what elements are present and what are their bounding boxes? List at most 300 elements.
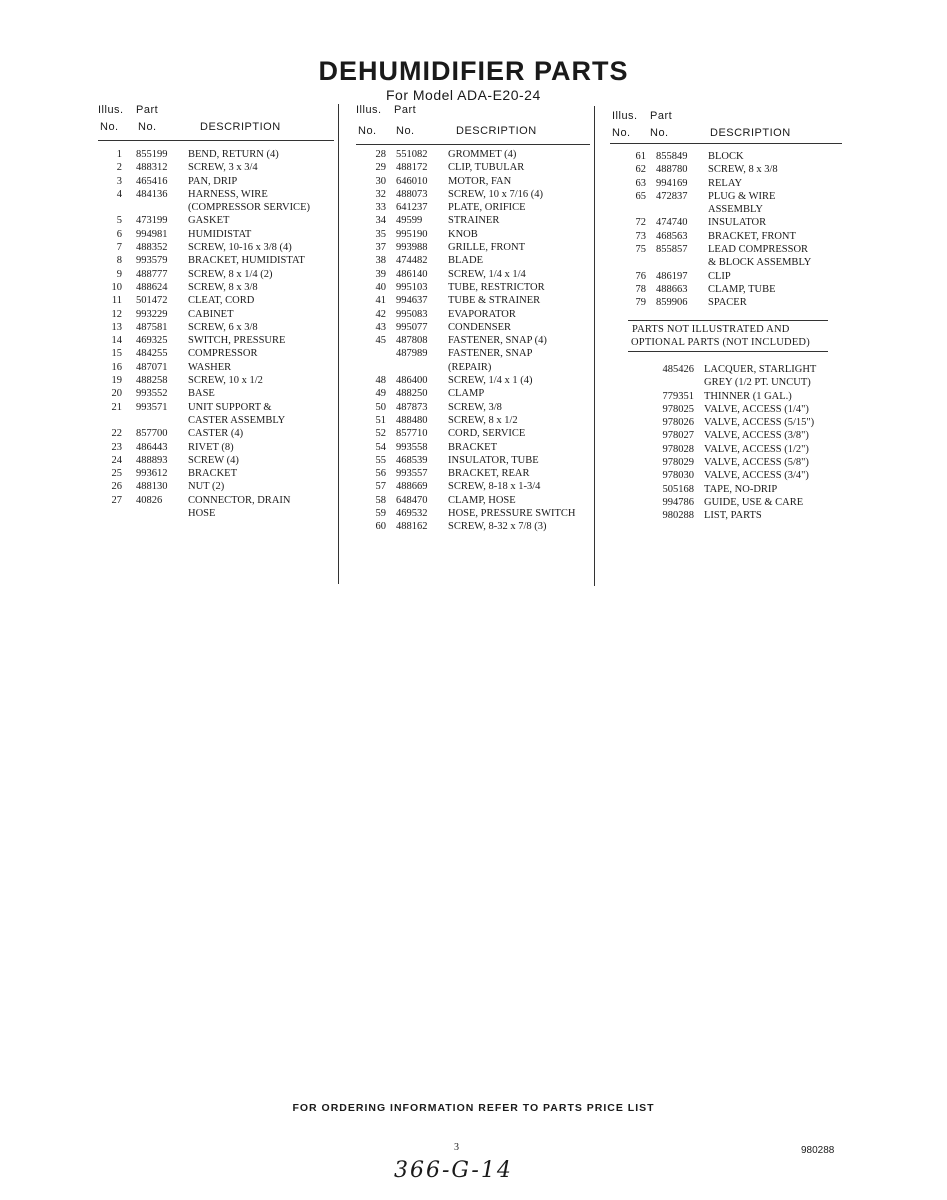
part-number: 49599: [396, 215, 423, 227]
part-number: 978029: [662, 457, 694, 469]
illus-number: 23: [111, 441, 122, 453]
part-description: (REPAIR): [448, 361, 492, 373]
table-row: [356, 454, 592, 467]
illus-number: 61: [635, 151, 646, 162]
part-description: SCREW, 3 x 3/4: [188, 162, 258, 174]
illus-number: 72: [635, 217, 646, 229]
illus-number: 26: [111, 481, 122, 493]
illus-number: 8: [116, 255, 122, 267]
table-row: [98, 201, 336, 214]
table-row: [610, 216, 842, 229]
illus-number: 13: [111, 321, 122, 333]
header-no: No.: [100, 121, 119, 133]
table-row: [356, 374, 592, 387]
table-row: [356, 520, 592, 533]
part-number: 993557: [396, 468, 428, 480]
illus-number: 48: [375, 375, 386, 387]
part-description: SCREW, 8 x 1/4 (2): [188, 268, 273, 280]
part-number: 486197: [656, 270, 688, 282]
part-number: 859906: [656, 297, 688, 309]
part-number: 641237: [396, 202, 428, 214]
part-number: 855199: [136, 149, 168, 160]
illus-number: 29: [375, 162, 386, 174]
part-number: 978027: [662, 430, 694, 442]
part-number: 488624: [136, 281, 168, 293]
part-description: SCREW, 10 x 1/2: [188, 375, 263, 387]
part-description: SCREW, 1/4 x 1 (4): [448, 375, 533, 387]
part-number: 487873: [396, 401, 428, 413]
illus-number: 2: [116, 162, 122, 174]
table-row: [356, 347, 592, 360]
part-description: SCREW, 10 x 7/16 (4): [448, 188, 543, 200]
table-row: [356, 467, 592, 480]
table-row: [630, 416, 840, 429]
part-number: 993552: [136, 388, 168, 400]
illus-number: 59: [375, 508, 386, 520]
illus-number: 1: [116, 149, 122, 160]
table-row: [356, 214, 592, 227]
part-description: VALVE, ACCESS (5/8"): [704, 457, 809, 469]
table-row: [630, 496, 840, 509]
table-row: [98, 347, 336, 360]
illus-number: 60: [375, 521, 386, 533]
illus-number: 73: [635, 230, 646, 242]
part-number: 474482: [396, 255, 428, 267]
part-number: 994786: [662, 496, 694, 508]
part-number: 488162: [396, 521, 428, 533]
part-description: HOSE, PRESSURE SWITCH: [448, 508, 576, 520]
part-number: 857710: [396, 428, 428, 440]
illus-number: 56: [375, 468, 386, 480]
table-row: [356, 241, 592, 254]
table-row: [98, 480, 336, 493]
illus-number: 30: [375, 175, 386, 187]
table-row: [356, 387, 592, 400]
part-description: VALVE, ACCESS (3/4"): [704, 470, 809, 482]
header-rule: [356, 144, 590, 145]
illus-number: 35: [375, 228, 386, 240]
part-description: CLAMP, HOSE: [448, 494, 516, 506]
table-row: [98, 148, 336, 161]
part-description: CABINET: [188, 308, 234, 320]
part-number: 486140: [396, 268, 428, 280]
part-description: CASTER (4): [188, 428, 244, 440]
part-number: 484136: [136, 188, 168, 200]
illus-number: 65: [635, 190, 646, 202]
table-row: [630, 429, 840, 442]
illus-number: 49: [375, 388, 386, 400]
part-number: 484255: [136, 348, 168, 360]
part-number: 488258: [136, 375, 168, 387]
part-description: BRACKET: [448, 441, 498, 453]
illus-number: 25: [111, 468, 122, 480]
part-number: 488312: [136, 162, 168, 174]
illus-number: 75: [635, 244, 646, 256]
column-header: [610, 110, 842, 146]
part-number: 468563: [656, 230, 688, 242]
part-number: 488073: [396, 188, 428, 200]
part-description: RELAY: [708, 177, 743, 189]
part-description: BRACKET: [188, 468, 238, 480]
part-description: CASTER ASSEMBLY: [188, 414, 286, 426]
part-description: HUMIDISTAT: [188, 228, 252, 240]
table-row: [356, 268, 592, 281]
illus-number: 32: [375, 188, 386, 200]
part-number: 978028: [662, 443, 694, 455]
illus-number: 76: [635, 270, 646, 282]
illus-number: 38: [375, 255, 386, 267]
header-description: DESCRIPTION: [710, 127, 791, 139]
illus-number: 51: [375, 414, 386, 426]
document-number: 980288: [801, 1145, 835, 1156]
table-row: [630, 456, 840, 469]
illus-number: 39: [375, 268, 386, 280]
part-number: 488777: [136, 268, 168, 280]
part-description: CLEAT, CORD: [188, 295, 255, 307]
parts-list: [356, 148, 592, 534]
table-row: [356, 321, 592, 334]
part-description: BRACKET, FRONT: [708, 230, 796, 242]
illus-number: 15: [111, 348, 122, 360]
part-number: 978026: [662, 417, 694, 429]
illus-number: 3: [116, 175, 122, 187]
table-row: [356, 188, 592, 201]
part-description: SCREW, 8-18 x 1-3/4: [448, 481, 541, 493]
part-description: NUT (2): [188, 481, 225, 493]
part-number: 488172: [396, 162, 428, 174]
table-row: [630, 376, 840, 389]
table-row: [98, 214, 336, 227]
illus-number: 45: [375, 335, 386, 347]
part-description: (COMPRESSOR SERVICE): [188, 202, 310, 214]
part-description: GREY (1/2 PT. UNCUT): [704, 377, 811, 389]
part-description: FASTENER, SNAP: [448, 348, 533, 360]
part-number: 993988: [396, 242, 428, 254]
part-number: 855857: [656, 244, 688, 256]
part-number: 485426: [662, 364, 694, 375]
part-description: WASHER: [188, 361, 232, 373]
part-number: 995190: [396, 228, 428, 240]
part-description: HARNESS, WIRE: [188, 188, 268, 200]
part-description: THINNER (1 GAL.): [704, 390, 792, 402]
part-number: 995103: [396, 281, 428, 293]
table-row: [356, 494, 592, 507]
part-number: 995077: [396, 321, 428, 333]
table-row: [356, 414, 592, 427]
part-description: GROMMET (4): [448, 149, 517, 160]
header-part-no: No.: [396, 125, 415, 137]
part-description: KNOB: [448, 228, 478, 240]
part-description: SCREW (4): [188, 454, 239, 466]
part-number: 993579: [136, 255, 168, 267]
table-row: [98, 334, 336, 347]
column-divider: [594, 106, 595, 586]
part-description: CORD, SERVICE: [448, 428, 526, 440]
part-number: 994981: [136, 228, 168, 240]
table-row: [610, 230, 842, 243]
part-number: 487071: [136, 361, 168, 373]
table-row: [356, 361, 592, 374]
table-row: [610, 283, 842, 296]
table-row: [98, 507, 336, 520]
illus-number: 58: [375, 494, 386, 506]
part-description: & BLOCK ASSEMBLY: [708, 257, 812, 269]
illus-number: 57: [375, 481, 386, 493]
part-description: PAN, DRIP: [188, 175, 238, 187]
part-description: BRACKET, REAR: [448, 468, 530, 480]
table-row: [98, 321, 336, 334]
table-row: [610, 296, 842, 309]
optional-note-line-2: OPTIONAL PARTS (NOT INCLUDED): [631, 337, 810, 348]
column-header: [98, 104, 336, 140]
illus-number: 43: [375, 321, 386, 333]
illus-number: 28: [375, 149, 386, 160]
illus-number: 14: [111, 335, 122, 347]
table-row: [356, 281, 592, 294]
parts-column-1: [98, 104, 336, 520]
part-description: GASKET: [188, 215, 230, 227]
part-description: SCREW, 1/4 x 1/4: [448, 268, 526, 280]
part-number: 487989: [396, 348, 428, 360]
header-description: DESCRIPTION: [200, 121, 281, 133]
table-row: [98, 414, 336, 427]
section-rule: [628, 351, 828, 352]
part-description: LACQUER, STARLIGHT: [704, 364, 817, 375]
part-number: 855849: [656, 151, 688, 162]
part-description: COMPRESSOR: [188, 348, 258, 360]
table-row: [356, 228, 592, 241]
part-description: GRILLE, FRONT: [448, 242, 525, 254]
table-row: [98, 308, 336, 321]
parts-list: [98, 148, 336, 520]
header-part: Part: [136, 104, 159, 116]
part-number: 993571: [136, 401, 168, 413]
illus-number: 63: [635, 177, 646, 189]
header-rule: [610, 143, 842, 144]
header-rule: [98, 140, 334, 141]
illus-number: 24: [111, 454, 122, 466]
part-number: 980288: [662, 510, 694, 522]
part-number: 469532: [396, 508, 428, 520]
parts-column-2: [356, 104, 592, 533]
header-part: Part: [650, 110, 673, 122]
table-row: [98, 427, 336, 440]
part-description: UNIT SUPPORT &: [188, 401, 272, 413]
part-number: 646010: [396, 175, 428, 187]
column-divider: [338, 104, 339, 584]
part-description: TAPE, NO-DRIP: [704, 483, 778, 495]
table-row: [356, 161, 592, 174]
table-row: [98, 401, 336, 414]
part-description: CONNECTOR, DRAIN: [188, 494, 291, 506]
part-number: 994169: [656, 177, 688, 189]
parts-column-3: [610, 110, 842, 309]
table-row: [98, 228, 336, 241]
table-row: [610, 163, 842, 176]
table-row: [98, 494, 336, 507]
part-description: SCREW, 3/8: [448, 401, 502, 413]
illus-number: 41: [375, 295, 386, 307]
table-row: [98, 294, 336, 307]
table-row: [630, 363, 840, 376]
part-description: CLIP, TUBULAR: [448, 162, 525, 174]
part-number: 488780: [656, 164, 688, 176]
part-number: 993612: [136, 468, 168, 480]
part-description: SPACER: [708, 297, 747, 309]
illus-number: 22: [111, 428, 122, 440]
table-row: [98, 254, 336, 267]
header-no: No.: [358, 125, 377, 137]
part-description: CLIP: [708, 270, 731, 282]
table-row: [98, 161, 336, 174]
part-description: BEND, RETURN (4): [188, 149, 279, 160]
table-row: [630, 403, 840, 416]
table-row: [356, 254, 592, 267]
table-row: [356, 401, 592, 414]
illus-number: 37: [375, 242, 386, 254]
part-number: 488669: [396, 481, 428, 493]
table-row: [98, 441, 336, 454]
part-description: SCREW, 10-16 x 3/8 (4): [188, 242, 292, 254]
part-number: 857700: [136, 428, 168, 440]
table-row: [356, 480, 592, 493]
table-row: [98, 241, 336, 254]
header-no: No.: [612, 127, 631, 139]
part-number: 473199: [136, 215, 168, 227]
part-description: BLADE: [448, 255, 483, 267]
table-row: [610, 177, 842, 190]
part-description: VALVE, ACCESS (1/4"): [704, 403, 809, 415]
handwritten-note: 366-G-14: [394, 1158, 513, 1183]
part-number: 551082: [396, 149, 428, 160]
column-header: [356, 104, 592, 140]
header-description: DESCRIPTION: [456, 125, 537, 137]
part-description: MOTOR, FAN: [448, 175, 512, 187]
illus-number: 33: [375, 202, 386, 214]
table-row: [610, 203, 842, 216]
table-row: [610, 256, 842, 269]
part-number: 488130: [136, 481, 168, 493]
part-description: VALVE, ACCESS (1/2"): [704, 443, 809, 455]
part-number: 487808: [396, 335, 428, 347]
part-description: RIVET (8): [188, 441, 234, 453]
illus-number: 27: [111, 494, 122, 506]
header-illus: Illus.: [98, 104, 124, 116]
part-number: 505168: [662, 483, 694, 495]
table-row: [356, 201, 592, 214]
part-description: VALVE, ACCESS (5/15"): [704, 417, 815, 429]
page-subtitle: For Model ADA-E20-24: [386, 87, 541, 103]
table-row: [630, 390, 840, 403]
illus-number: 10: [111, 281, 122, 293]
ordering-note: FOR ORDERING INFORMATION REFER TO PARTS PRICE LIST: [292, 1102, 655, 1114]
part-description: FASTENER, SNAP (4): [448, 335, 547, 347]
part-description: TUBE & STRAINER: [448, 295, 541, 307]
table-row: [356, 441, 592, 454]
table-row: [356, 175, 592, 188]
part-description: INSULATOR, TUBE: [448, 454, 539, 466]
part-description: CONDENSER: [448, 321, 512, 333]
part-description: VALVE, ACCESS (3/8"): [704, 430, 809, 442]
part-number: 978025: [662, 403, 694, 415]
part-description: SCREW, 8 x 1/2: [448, 414, 518, 426]
optional-note-line-1: PARTS NOT ILLUSTRATED AND: [632, 324, 790, 335]
part-description: HOSE: [188, 508, 216, 520]
illus-number: 40: [375, 281, 386, 293]
part-description: INSULATOR: [708, 217, 767, 229]
illus-number: 55: [375, 454, 386, 466]
part-description: GUIDE, USE & CARE: [704, 496, 804, 508]
illus-number: 62: [635, 164, 646, 176]
table-row: [610, 270, 842, 283]
header-illus: Illus.: [356, 104, 382, 116]
illus-number: 79: [635, 297, 646, 309]
illus-number: 16: [111, 361, 122, 373]
illus-number: 5: [116, 215, 122, 227]
part-description: BRACKET, HUMIDISTAT: [188, 255, 305, 267]
header-part-no: No.: [138, 121, 157, 133]
part-description: LEAD COMPRESSOR: [708, 244, 809, 256]
part-description: BLOCK: [708, 151, 744, 162]
illus-number: 4: [116, 188, 122, 200]
illus-number: 19: [111, 375, 122, 387]
illus-number: 52: [375, 428, 386, 440]
part-number: 779351: [662, 390, 694, 402]
part-description: PLATE, ORIFICE: [448, 202, 526, 214]
part-description: TUBE, RESTRICTOR: [448, 281, 545, 293]
part-number: 469325: [136, 335, 168, 347]
table-row: [356, 148, 592, 161]
part-description: SCREW, 8 x 3/8: [188, 281, 258, 293]
part-description: CLAMP, TUBE: [708, 283, 776, 295]
part-number: 488893: [136, 454, 168, 466]
table-row: [98, 454, 336, 467]
illus-number: 9: [116, 268, 122, 280]
section-rule: [628, 320, 828, 321]
part-number: 488352: [136, 242, 168, 254]
part-number: 468539: [396, 454, 428, 466]
illus-number: 42: [375, 308, 386, 320]
illus-number: 7: [116, 242, 122, 254]
part-number: 995083: [396, 308, 428, 320]
table-row: [356, 507, 592, 520]
part-number: 648470: [396, 494, 428, 506]
table-row: [610, 243, 842, 256]
table-row: [98, 268, 336, 281]
part-description: EVAPORATOR: [448, 308, 516, 320]
part-number: 993558: [396, 441, 428, 453]
table-row: [356, 294, 592, 307]
table-row: [98, 374, 336, 387]
part-description: PLUG & WIRE: [708, 190, 776, 202]
part-number: 486443: [136, 441, 168, 453]
part-description: SCREW, 8-32 x 7/8 (3): [448, 521, 547, 533]
table-row: [610, 150, 842, 163]
table-row: [630, 443, 840, 456]
part-number: 40826: [136, 494, 163, 506]
optional-parts-list: [630, 363, 840, 523]
illus-number: 20: [111, 388, 122, 400]
table-row: [356, 334, 592, 347]
table-row: [356, 308, 592, 321]
part-description: ASSEMBLY: [708, 204, 763, 216]
part-number: 472837: [656, 190, 688, 202]
table-row: [98, 281, 336, 294]
part-number: 978030: [662, 470, 694, 482]
table-row: [630, 469, 840, 482]
parts-list: [610, 150, 842, 310]
header-illus: Illus.: [612, 110, 638, 122]
